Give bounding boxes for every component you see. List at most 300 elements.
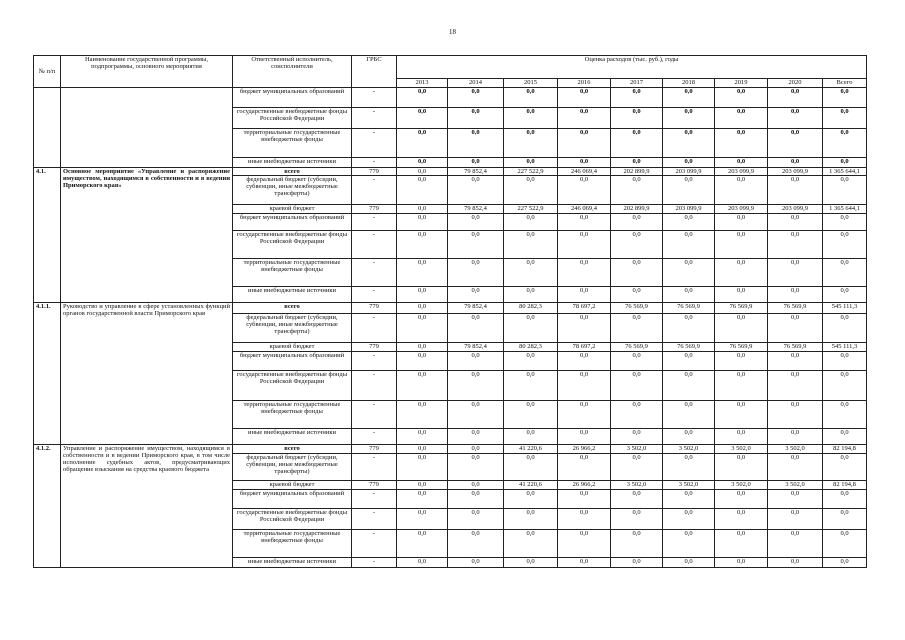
table-body bbox=[34, 88, 867, 568]
amount-cell: 0,0 bbox=[611, 352, 663, 371]
amount-cell: 0,0 bbox=[504, 129, 558, 158]
amount-cell: 0,0 bbox=[768, 259, 823, 287]
grbs-code: - bbox=[352, 314, 397, 343]
amount-cell: 0,0 bbox=[397, 558, 448, 568]
amount-cell: 0,0 bbox=[823, 231, 867, 259]
amount-cell: 0,0 bbox=[823, 176, 867, 205]
amount-cell: 202 899,9 bbox=[611, 168, 663, 176]
amount-cell: 0,0 bbox=[663, 429, 715, 445]
grbs-code: - bbox=[352, 214, 397, 231]
amount-cell: 0,0 bbox=[397, 88, 448, 108]
amount-cell: 0,0 bbox=[504, 314, 558, 343]
amount-cell: 0,0 bbox=[448, 287, 504, 303]
amount-cell: 0,0 bbox=[823, 454, 867, 481]
amount-cell: 0,0 bbox=[663, 454, 715, 481]
funding-source: бюджет муниципальных образований bbox=[233, 352, 352, 371]
amount-cell: 0,0 bbox=[397, 490, 448, 509]
grbs-code: - bbox=[352, 371, 397, 401]
amount-cell: 0,0 bbox=[558, 214, 611, 231]
amount-cell: 0,0 bbox=[715, 287, 768, 303]
amount-cell: 0,0 bbox=[715, 158, 768, 168]
funding-source: краевой бюджет bbox=[233, 343, 352, 352]
program-name: Управление и распоряжение имуществом, находящимся в собственности и в ведении Приморского края, в том числе исполнение судебных актов, предусматривающих обращение взыскания на средства краевого бюджета bbox=[61, 445, 233, 568]
expense-table bbox=[33, 55, 867, 568]
amount-cell: 0,0 bbox=[504, 558, 558, 568]
amount-cell: 0,0 bbox=[611, 287, 663, 303]
amount-cell: 0,0 bbox=[448, 352, 504, 371]
funding-source: бюджет муниципальных образований bbox=[233, 490, 352, 509]
amount-cell: 246 069,4 bbox=[558, 205, 611, 214]
amount-cell: 0,0 bbox=[558, 454, 611, 481]
funding-source: территориальные государственные внебюджетные фонды bbox=[233, 530, 352, 558]
amount-cell: 0,0 bbox=[397, 205, 448, 214]
amount-cell: 202 899,9 bbox=[611, 205, 663, 214]
header-year: 2013 bbox=[397, 79, 448, 88]
grbs-code: - bbox=[352, 259, 397, 287]
amount-cell: 0,0 bbox=[715, 371, 768, 401]
funding-source: территориальные государственные внебюджетные фонды bbox=[233, 401, 352, 429]
amount-cell: 3 502,0 bbox=[663, 445, 715, 454]
amount-cell: 0,0 bbox=[397, 401, 448, 429]
amount-cell: 203 099,9 bbox=[768, 205, 823, 214]
amount-cell: 0,0 bbox=[611, 88, 663, 108]
amount-cell: 0,0 bbox=[448, 129, 504, 158]
amount-cell: 545 111,3 bbox=[823, 303, 867, 314]
amount-cell: 0,0 bbox=[397, 129, 448, 158]
funding-source: всего bbox=[233, 445, 352, 454]
amount-cell: 0,0 bbox=[768, 530, 823, 558]
amount-cell: 26 966,2 bbox=[558, 481, 611, 490]
amount-cell: 0,0 bbox=[715, 176, 768, 205]
amount-cell: 0,0 bbox=[611, 108, 663, 129]
amount-cell: 76 569,9 bbox=[715, 343, 768, 352]
amount-cell: 0,0 bbox=[611, 214, 663, 231]
amount-cell: 0,0 bbox=[823, 287, 867, 303]
row-number: 4.1.2. bbox=[34, 445, 61, 568]
amount-cell: 80 282,3 bbox=[504, 343, 558, 352]
amount-cell: 0,0 bbox=[768, 429, 823, 445]
amount-cell: 0,0 bbox=[823, 530, 867, 558]
amount-cell: 76 569,9 bbox=[611, 303, 663, 314]
amount-cell: 3 502,0 bbox=[715, 481, 768, 490]
amount-cell: 79 852,4 bbox=[448, 205, 504, 214]
amount-cell: 0,0 bbox=[504, 352, 558, 371]
amount-cell: 0,0 bbox=[768, 176, 823, 205]
amount-cell: 0,0 bbox=[823, 314, 867, 343]
amount-cell: 203 099,9 bbox=[663, 205, 715, 214]
amount-cell: 0,0 bbox=[611, 530, 663, 558]
funding-source: иные внебюджетные источники bbox=[233, 287, 352, 303]
amount-cell: 0,0 bbox=[558, 558, 611, 568]
amount-cell: 0,0 bbox=[397, 530, 448, 558]
amount-cell: 0,0 bbox=[663, 558, 715, 568]
amount-cell: 0,0 bbox=[768, 490, 823, 509]
amount-cell: 0,0 bbox=[768, 287, 823, 303]
amount-cell: 0,0 bbox=[448, 429, 504, 445]
grbs-code: - bbox=[352, 231, 397, 259]
amount-cell: 0,0 bbox=[823, 88, 867, 108]
grbs-code: - bbox=[352, 454, 397, 481]
amount-cell: 0,0 bbox=[823, 108, 867, 129]
page-number: 18 bbox=[449, 28, 456, 36]
amount-cell: 0,0 bbox=[663, 490, 715, 509]
amount-cell: 0,0 bbox=[397, 352, 448, 371]
amount-cell: 203 099,9 bbox=[715, 168, 768, 176]
grbs-code: - bbox=[352, 401, 397, 429]
amount-cell: 0,0 bbox=[768, 454, 823, 481]
table-row bbox=[34, 88, 867, 108]
funding-source: федеральный бюджет (субсидии, субвенции, иные межбюджетные трансферты) bbox=[233, 176, 352, 205]
header-year: Всего bbox=[823, 79, 867, 88]
grbs-code: - bbox=[352, 108, 397, 129]
amount-cell: 3 502,0 bbox=[611, 445, 663, 454]
funding-source: всего bbox=[233, 303, 352, 314]
amount-cell: 0,0 bbox=[558, 429, 611, 445]
amount-cell: 203 099,9 bbox=[715, 205, 768, 214]
grbs-code: - bbox=[352, 129, 397, 158]
grbs-code: - bbox=[352, 429, 397, 445]
amount-cell: 0,0 bbox=[558, 314, 611, 343]
header-year: 2016 bbox=[558, 79, 611, 88]
amount-cell: 3 502,0 bbox=[768, 445, 823, 454]
amount-cell: 0,0 bbox=[504, 231, 558, 259]
amount-cell: 26 966,2 bbox=[558, 445, 611, 454]
amount-cell: 76 569,9 bbox=[715, 303, 768, 314]
amount-cell: 3 502,0 bbox=[768, 481, 823, 490]
amount-cell: 0,0 bbox=[504, 530, 558, 558]
amount-cell: 0,0 bbox=[558, 129, 611, 158]
amount-cell: 0,0 bbox=[504, 259, 558, 287]
amount-cell: 0,0 bbox=[663, 108, 715, 129]
amount-cell: 0,0 bbox=[448, 490, 504, 509]
amount-cell: 0,0 bbox=[448, 401, 504, 429]
amount-cell: 0,0 bbox=[504, 490, 558, 509]
amount-cell: 0,0 bbox=[715, 429, 768, 445]
amount-cell: 0,0 bbox=[558, 158, 611, 168]
amount-cell: 0,0 bbox=[504, 454, 558, 481]
grbs-code: 779 bbox=[352, 303, 397, 314]
amount-cell: 79 852,4 bbox=[448, 343, 504, 352]
grbs-code: - bbox=[352, 88, 397, 108]
amount-cell: 0,0 bbox=[448, 530, 504, 558]
amount-cell: 0,0 bbox=[397, 231, 448, 259]
amount-cell: 0,0 bbox=[558, 231, 611, 259]
amount-cell: 76 569,9 bbox=[768, 303, 823, 314]
amount-cell: 0,0 bbox=[504, 401, 558, 429]
amount-cell: 0,0 bbox=[768, 401, 823, 429]
amount-cell: 0,0 bbox=[558, 176, 611, 205]
amount-cell: 0,0 bbox=[663, 401, 715, 429]
grbs-code: - bbox=[352, 287, 397, 303]
funding-source: федеральный бюджет (субсидии, субвенции, иные межбюджетные трансферты) bbox=[233, 314, 352, 343]
amount-cell: 0,0 bbox=[448, 481, 504, 490]
amount-cell: 0,0 bbox=[768, 129, 823, 158]
amount-cell: 0,0 bbox=[715, 509, 768, 530]
amount-cell: 0,0 bbox=[397, 214, 448, 231]
amount-cell: 76 569,9 bbox=[663, 303, 715, 314]
program-name: Руководство и управление в сфере установленных функций органов государственной власти Приморского края bbox=[61, 303, 233, 445]
amount-cell: 0,0 bbox=[558, 352, 611, 371]
amount-cell: 0,0 bbox=[823, 509, 867, 530]
amount-cell: 3 502,0 bbox=[715, 445, 768, 454]
funding-source: федеральный бюджет (субсидии, субвенции, иные межбюджетные трансферты) bbox=[233, 454, 352, 481]
amount-cell: 0,0 bbox=[448, 231, 504, 259]
amount-cell: 76 569,9 bbox=[768, 343, 823, 352]
amount-cell: 0,0 bbox=[611, 454, 663, 481]
funding-source: территориальные государственные внебюджетные фонды bbox=[233, 129, 352, 158]
amount-cell: 0,0 bbox=[397, 481, 448, 490]
amount-cell: 0,0 bbox=[504, 287, 558, 303]
amount-cell: 0,0 bbox=[448, 454, 504, 481]
amount-cell: 0,0 bbox=[663, 259, 715, 287]
amount-cell: 0,0 bbox=[768, 231, 823, 259]
table-row bbox=[34, 303, 867, 314]
amount-cell: 0,0 bbox=[448, 158, 504, 168]
row-number bbox=[34, 88, 61, 168]
amount-cell: 0,0 bbox=[558, 401, 611, 429]
amount-cell: 0,0 bbox=[715, 108, 768, 129]
amount-cell: 0,0 bbox=[663, 214, 715, 231]
amount-cell: 0,0 bbox=[504, 158, 558, 168]
amount-cell: 0,0 bbox=[823, 158, 867, 168]
amount-cell: 1 365 644,1 bbox=[823, 168, 867, 176]
funding-source: бюджет муниципальных образований bbox=[233, 214, 352, 231]
header-year: 2020 bbox=[768, 79, 823, 88]
amount-cell: 0,0 bbox=[768, 558, 823, 568]
amount-cell: 3 502,0 bbox=[611, 481, 663, 490]
amount-cell: 0,0 bbox=[448, 445, 504, 454]
funding-source: иные внебюджетные источники bbox=[233, 158, 352, 168]
amount-cell: 0,0 bbox=[397, 287, 448, 303]
amount-cell: 0,0 bbox=[823, 558, 867, 568]
funding-source: государственные внебюджетные фонды Российской Федерации bbox=[233, 108, 352, 129]
amount-cell: 41 220,6 bbox=[504, 445, 558, 454]
amount-cell: 79 852,4 bbox=[448, 168, 504, 176]
amount-cell: 0,0 bbox=[663, 158, 715, 168]
amount-cell: 0,0 bbox=[611, 401, 663, 429]
amount-cell: 0,0 bbox=[611, 176, 663, 205]
grbs-code: 779 bbox=[352, 205, 397, 214]
header-estimate: Оценка расходов (тыс. руб.), годы bbox=[397, 56, 867, 79]
amount-cell: 0,0 bbox=[611, 490, 663, 509]
amount-cell: 0,0 bbox=[558, 509, 611, 530]
amount-cell: 0,0 bbox=[663, 88, 715, 108]
amount-cell: 0,0 bbox=[715, 454, 768, 481]
amount-cell: 0,0 bbox=[504, 214, 558, 231]
grbs-code: 779 bbox=[352, 168, 397, 176]
grbs-code: - bbox=[352, 490, 397, 509]
header-year: 2017 bbox=[611, 79, 663, 88]
amount-cell: 0,0 bbox=[823, 129, 867, 158]
grbs-code: - bbox=[352, 530, 397, 558]
funding-source: территориальные государственные внебюджетные фонды bbox=[233, 259, 352, 287]
amount-cell: 545 111,3 bbox=[823, 343, 867, 352]
amount-cell: 0,0 bbox=[663, 176, 715, 205]
amount-cell: 0,0 bbox=[611, 158, 663, 168]
amount-cell: 0,0 bbox=[663, 287, 715, 303]
grbs-code: - bbox=[352, 176, 397, 205]
amount-cell: 0,0 bbox=[715, 352, 768, 371]
amount-cell: 0,0 bbox=[663, 129, 715, 158]
amount-cell: 78 697,2 bbox=[558, 303, 611, 314]
amount-cell: 227 522,9 bbox=[504, 205, 558, 214]
amount-cell: 0,0 bbox=[397, 454, 448, 481]
amount-cell: 0,0 bbox=[397, 168, 448, 176]
amount-cell: 0,0 bbox=[715, 259, 768, 287]
grbs-code: 779 bbox=[352, 343, 397, 352]
amount-cell: 0,0 bbox=[768, 88, 823, 108]
amount-cell: 0,0 bbox=[397, 429, 448, 445]
amount-cell: 246 069,4 bbox=[558, 168, 611, 176]
amount-cell: 203 099,9 bbox=[663, 168, 715, 176]
amount-cell: 0,0 bbox=[663, 371, 715, 401]
amount-cell: 0,0 bbox=[823, 490, 867, 509]
amount-cell: 0,0 bbox=[558, 259, 611, 287]
amount-cell: 0,0 bbox=[715, 401, 768, 429]
amount-cell: 0,0 bbox=[823, 214, 867, 231]
amount-cell: 0,0 bbox=[768, 314, 823, 343]
grbs-code: 779 bbox=[352, 481, 397, 490]
amount-cell: 0,0 bbox=[558, 88, 611, 108]
amount-cell: 0,0 bbox=[611, 509, 663, 530]
table-row bbox=[34, 168, 867, 176]
amount-cell: 0,0 bbox=[823, 401, 867, 429]
funding-source: государственные внебюджетные фонды Российской Федерации bbox=[233, 371, 352, 401]
amount-cell: 0,0 bbox=[823, 429, 867, 445]
amount-cell: 0,0 bbox=[448, 314, 504, 343]
row-number: 4.1. bbox=[34, 168, 61, 303]
amount-cell: 0,0 bbox=[558, 530, 611, 558]
amount-cell: 0,0 bbox=[448, 558, 504, 568]
amount-cell: 0,0 bbox=[715, 88, 768, 108]
funding-source: государственные внебюджетные фонды Российской Федерации bbox=[233, 231, 352, 259]
amount-cell: 0,0 bbox=[397, 259, 448, 287]
funding-source: всего bbox=[233, 168, 352, 176]
table-row bbox=[34, 445, 867, 454]
header-executor: Ответственный исполнитель, соисполнители bbox=[233, 56, 352, 88]
amount-cell: 41 220,6 bbox=[504, 481, 558, 490]
amount-cell: 0,0 bbox=[715, 490, 768, 509]
header-grbs: ГРБС bbox=[352, 56, 397, 88]
amount-cell: 80 282,3 bbox=[504, 303, 558, 314]
amount-cell: 0,0 bbox=[448, 108, 504, 129]
funding-source: краевой бюджет bbox=[233, 205, 352, 214]
amount-cell: 203 099,9 bbox=[768, 168, 823, 176]
grbs-code: 779 bbox=[352, 445, 397, 454]
amount-cell: 0,0 bbox=[715, 530, 768, 558]
amount-cell: 0,0 bbox=[397, 176, 448, 205]
amount-cell: 0,0 bbox=[715, 231, 768, 259]
amount-cell: 0,0 bbox=[448, 371, 504, 401]
amount-cell: 0,0 bbox=[448, 214, 504, 231]
funding-source: краевой бюджет bbox=[233, 481, 352, 490]
amount-cell: 0,0 bbox=[504, 429, 558, 445]
header-program: Наименование государственной программы, подпрограммы, основного мероприятия bbox=[61, 56, 233, 88]
amount-cell: 0,0 bbox=[397, 343, 448, 352]
amount-cell: 0,0 bbox=[504, 176, 558, 205]
amount-cell: 0,0 bbox=[768, 352, 823, 371]
program-name: Основное мероприятие «Управление и распоряжение имуществом, находящимся в собственности и в ведении Приморского края» bbox=[61, 168, 233, 303]
amount-cell: 0,0 bbox=[768, 158, 823, 168]
amount-cell: 0,0 bbox=[558, 287, 611, 303]
amount-cell: 82 194,8 bbox=[823, 445, 867, 454]
amount-cell: 0,0 bbox=[397, 371, 448, 401]
amount-cell: 1 365 644,1 bbox=[823, 205, 867, 214]
amount-cell: 0,0 bbox=[448, 176, 504, 205]
header-year: 2014 bbox=[448, 79, 504, 88]
amount-cell: 0,0 bbox=[715, 129, 768, 158]
amount-cell: 0,0 bbox=[768, 214, 823, 231]
amount-cell: 0,0 bbox=[558, 371, 611, 401]
amount-cell: 0,0 bbox=[504, 108, 558, 129]
amount-cell: 0,0 bbox=[397, 158, 448, 168]
amount-cell: 0,0 bbox=[768, 509, 823, 530]
amount-cell: 0,0 bbox=[448, 259, 504, 287]
amount-cell: 76 569,9 bbox=[611, 343, 663, 352]
amount-cell: 0,0 bbox=[504, 509, 558, 530]
amount-cell: 0,0 bbox=[823, 259, 867, 287]
amount-cell: 0,0 bbox=[397, 445, 448, 454]
amount-cell: 0,0 bbox=[611, 558, 663, 568]
row-number: 4.1.1. bbox=[34, 303, 61, 445]
funding-source: иные внебюджетные источники bbox=[233, 558, 352, 568]
amount-cell: 0,0 bbox=[768, 108, 823, 129]
amount-cell: 0,0 bbox=[663, 231, 715, 259]
amount-cell: 0,0 bbox=[823, 371, 867, 401]
amount-cell: 0,0 bbox=[504, 88, 558, 108]
amount-cell: 79 852,4 bbox=[448, 303, 504, 314]
amount-cell: 0,0 bbox=[611, 231, 663, 259]
grbs-code: - bbox=[352, 352, 397, 371]
amount-cell: 0,0 bbox=[768, 371, 823, 401]
amount-cell: 0,0 bbox=[663, 314, 715, 343]
amount-cell: 82 194,8 bbox=[823, 481, 867, 490]
amount-cell: 0,0 bbox=[448, 509, 504, 530]
amount-cell: 0,0 bbox=[715, 214, 768, 231]
header-no: № п/п bbox=[34, 56, 61, 88]
amount-cell: 0,0 bbox=[611, 259, 663, 287]
funding-source: государственные внебюджетные фонды Российской Федерации bbox=[233, 509, 352, 530]
amount-cell: 0,0 bbox=[663, 530, 715, 558]
header-year: 2015 bbox=[504, 79, 558, 88]
amount-cell: 0,0 bbox=[448, 88, 504, 108]
amount-cell: 0,0 bbox=[663, 509, 715, 530]
amount-cell: 0,0 bbox=[397, 108, 448, 129]
funding-source: иные внебюджетные источники bbox=[233, 429, 352, 445]
grbs-code: - bbox=[352, 509, 397, 530]
funding-source: бюджет муниципальных образований bbox=[233, 88, 352, 108]
amount-cell: 0,0 bbox=[558, 108, 611, 129]
amount-cell: 227 522,9 bbox=[504, 168, 558, 176]
table-header bbox=[34, 56, 867, 88]
amount-cell: 0,0 bbox=[611, 314, 663, 343]
amount-cell: 0,0 bbox=[715, 314, 768, 343]
amount-cell: 0,0 bbox=[397, 509, 448, 530]
amount-cell: 0,0 bbox=[504, 371, 558, 401]
grbs-code: - bbox=[352, 158, 397, 168]
amount-cell: 0,0 bbox=[397, 303, 448, 314]
program-name bbox=[61, 88, 233, 168]
amount-cell: 0,0 bbox=[663, 352, 715, 371]
amount-cell: 0,0 bbox=[611, 371, 663, 401]
amount-cell: 0,0 bbox=[611, 429, 663, 445]
grbs-code: - bbox=[352, 558, 397, 568]
amount-cell: 0,0 bbox=[558, 490, 611, 509]
amount-cell: 0,0 bbox=[397, 314, 448, 343]
amount-cell: 3 502,0 bbox=[663, 481, 715, 490]
amount-cell: 76 569,9 bbox=[663, 343, 715, 352]
header-year: 2018 bbox=[663, 79, 715, 88]
